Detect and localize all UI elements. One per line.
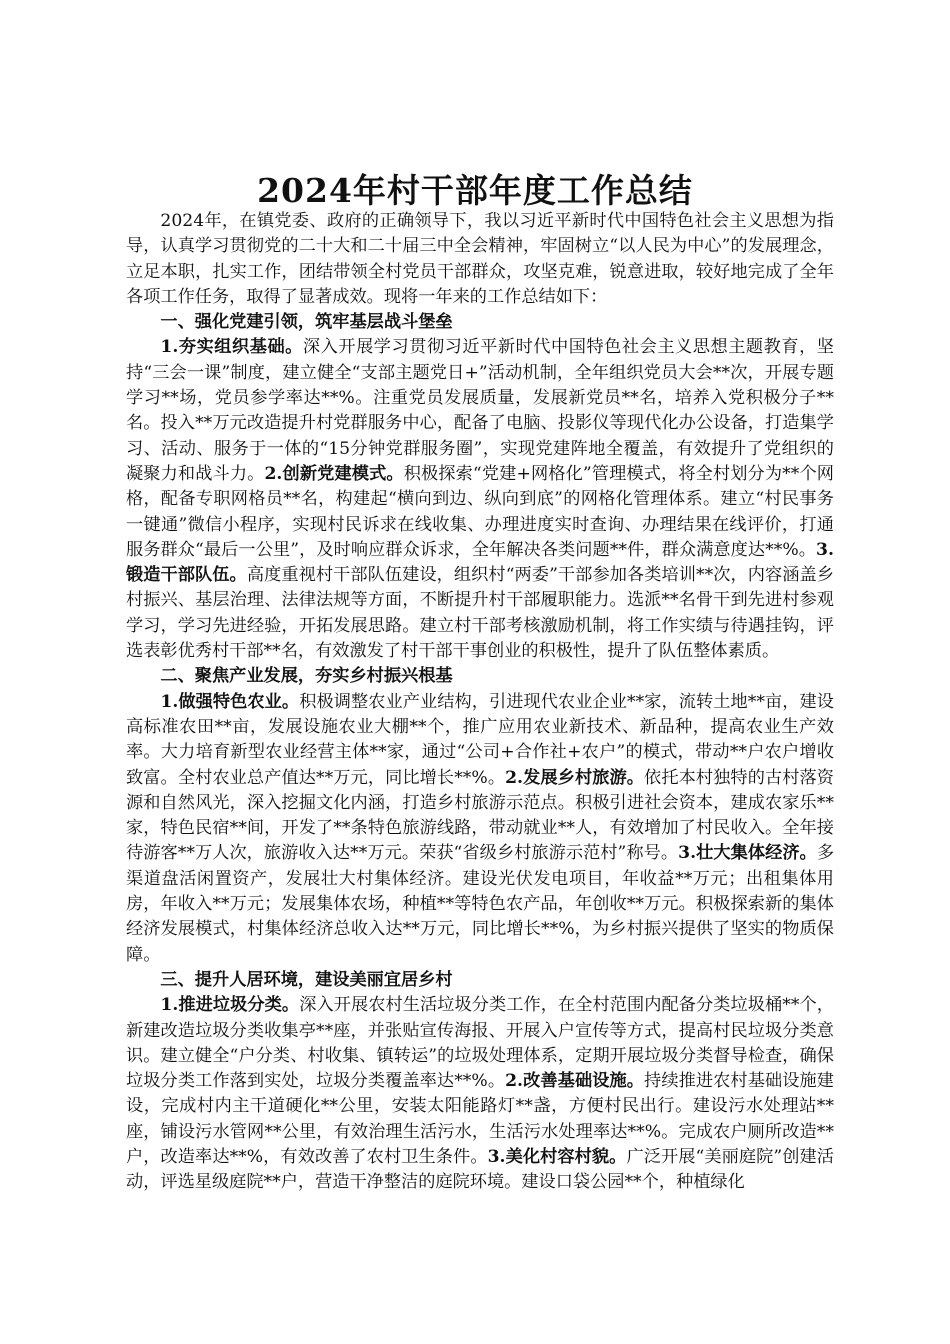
item-title: 3.壮大集体经济。 [678, 843, 817, 864]
section-heading-2: 二、聚焦产业发展，夯实乡村振兴根基 [160, 666, 453, 687]
item-title: 1.夯实组织基础。 [160, 337, 303, 358]
section-heading-1: 一、强化党建引领，筑牢基层战斗堡垒 [160, 312, 453, 333]
item-title: 3.锻造干部队伍。 [126, 539, 834, 586]
section-paragraph-2 [126, 690, 834, 968]
item-title: 2.创新党建模式。 [264, 463, 404, 484]
item-text: 深入开展学习贯彻习近平新时代中国特色社会主义思想主题教育，坚持“三会一课”制度，建立健全“支部主题党日+”活动机制，全年组织党员大会**次，开展专题学习**场，党员参学率达**%。注重党员发展质量，发展新党员**名，培养入党积极分子**名。投入**万元改造提升村党群服务中心，配备了电脑、投影仪等现代化办公设备，打造集学习、活动、服务于一体的“15分钟党群服务圈”，实现党建阵地全覆盖，有效提升了党组织的凝聚力和战斗力。 [126, 337, 834, 484]
document-title: 2024年村干部年度工作总结 [257, 171, 693, 210]
item-text: 深入开展农村生活垃圾分类工作，在全村范围内配备分类垃圾桶**个，新建改造垃圾分类收集亭**座，并张贴宣传海报、开展入户宣传等方式，提高村民垃圾分类意识。建立健全“户分类、村收集、镇转运”的垃圾处理体系，定期开展垃圾分类督导检查，确保垃圾分类工作落到实处，垃圾分类覆盖率达**%。 [126, 995, 834, 1092]
section-paragraph-1 [126, 335, 834, 664]
item-title: 3.美化村容村貌。 [487, 1146, 627, 1167]
item-title: 1.做强特色农业。 [160, 691, 300, 712]
section-paragraph-3 [126, 993, 834, 1195]
item-title: 2.发展乡村旅游。 [505, 767, 645, 788]
item-title: 1.推进垃圾分类。 [160, 995, 300, 1016]
section-heading-3: 三、提升人居环境，建设美丽宜居乡村 [160, 969, 453, 990]
item-text: 依托本村独特的古村落资源和自然风光，深入挖掘文化内涵，打造乡村旅游示范点。积极引进社会资本，建成农家乐**家，特色民宿**间，开发了**条特色旅游线路，带动就业**人，有效增加了村民收入。全年接待游客**万人次，旅游收入达**万元。荣获“省级乡村旅游示范村”称号。 [126, 767, 834, 864]
item-text: 积极探索“党建+网格化”管理模式，将全村划分为**个网格，配备专职网格员**名，构建起“横向到边、纵向到底”的网格化管理体系。建立“村民事务一键通”微信小程序，实现村民诉求在线收集、办理进度实时查询、办理结果在线评价，打通服务群众“最后一公里”，及时响应群众诉求，全年解决各类问题**件，群众满意度达**%。 [126, 463, 834, 560]
item-text: 多渠道盘活闲置资产，发展壮大村集体经济。建设光伏发电项目，年收益**万元；出租集体用房，年收入**万元；发展集体农场，种植**等特色农产品，年创收**万元。积极探索新的集体经济发展模式，村集体经济总收入达**万元，同比增长**%，为乡村振兴提供了坚实的物质保障。 [126, 843, 835, 965]
item-text: 广泛开展“美丽庭院”创建活动，评选星级庭院**户，营造干净整洁的庭院环境。建设口袋公园**个，种植绿化 [126, 1146, 834, 1193]
intro-paragraph: 2024年，在镇党委、政府的正确领导下，我以习近平新时代中国特色社会主义思想为指导，认真学习贯彻党的二十大和二十届三中全会精神，牢固树立“以人民为中心”的发展理念，立足本职，扎实工作，团结带领全村党员干部群众，攻坚克难，锐意进取，较好地完成了全年各项工作任务，取得了显著成效。现将一年来的工作总结如下： [126, 211, 834, 307]
document-body [126, 209, 834, 1196]
item-text: 持续推进农村基础设施建设，完成村内主干道硬化**公里，安装太阳能路灯**盏，方便村民出行。建设污水处理站**座，铺设污水管网**公里，有效治理生活污水，生活污水处理率达**%。完成农户厕所改造**户，改造率达**%，有效改善了农村卫生条件。 [126, 1071, 834, 1167]
item-text: 积极调整农业产业结构，引进现代农业企业**家，流转土地**亩，建设高标准农田**亩，发展设施农业大棚**个，推广应用农业新技术、新品种，提高农业生产效率。大力培育新型农业经营主体**家，通过“公司+合作社+农户”的模式，带动**户农户增收致富。全村农业总产值达**万元，同比增长**%。 [126, 691, 834, 788]
item-text: 高度重视村干部队伍建设，组织村“两委”干部参加各类培训**次，内容涵盖乡村振兴、基层治理、法律法规等方面，不断提升村干部履职能力。选派**名骨干到先进村参观学习，学习先进经验，开拓发展思路。建立村干部考核激励机制，将工作实绩与待遇挂钩，评选表彰优秀村干部**名，有效激发了村干部干事创业的积极性，提升了队伍整体素质。 [126, 565, 834, 662]
item-title: 2.改善基础设施。 [505, 1071, 645, 1092]
